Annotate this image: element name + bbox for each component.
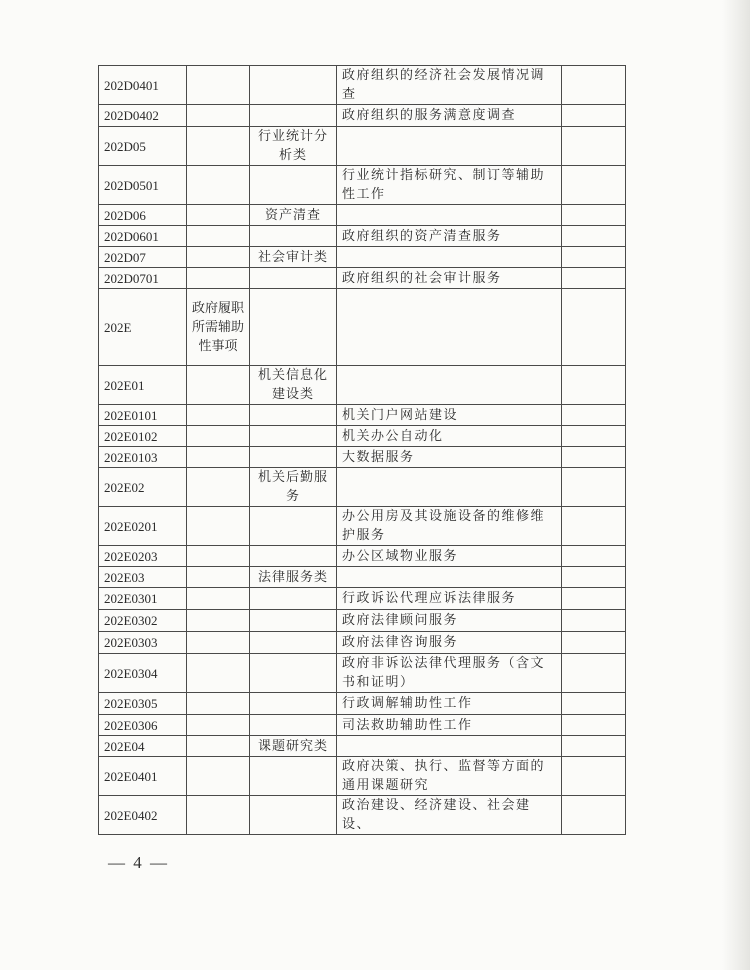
cell-item: 司法救助辅助性工作 [337, 715, 562, 736]
cell-category [187, 468, 250, 507]
cell-subcategory: 法律服务类 [250, 567, 337, 588]
cell-note [562, 405, 626, 426]
table-row [99, 289, 626, 366]
cell-code: 202D06 [99, 205, 187, 226]
cell-item: 政府组织的资产清查服务 [337, 226, 562, 247]
table-row [99, 588, 626, 610]
cell-note [562, 715, 626, 736]
cell-category [187, 796, 250, 835]
cell-note [562, 205, 626, 226]
cell-category [187, 546, 250, 567]
cell-subcategory: 行业统计分析类 [250, 127, 337, 166]
cell-category [187, 654, 250, 693]
cell-code: 202E0304 [99, 654, 187, 693]
cell-subcategory [250, 757, 337, 796]
cell-note [562, 289, 626, 366]
cell-subcategory [250, 715, 337, 736]
cell-note [562, 366, 626, 405]
cell-code: 202E0402 [99, 796, 187, 835]
cell-note [562, 447, 626, 468]
cell-item: 政府非诉讼法律代理服务（含文书和证明） [337, 654, 562, 693]
cell-code: 202E0303 [99, 632, 187, 654]
cell-category [187, 366, 250, 405]
cell-note [562, 105, 626, 127]
cell-item [337, 567, 562, 588]
cell-code: 202E0101 [99, 405, 187, 426]
cell-note [562, 468, 626, 507]
cell-code: 202D0501 [99, 166, 187, 205]
cell-code: 202E0301 [99, 588, 187, 610]
table-row [99, 268, 626, 289]
cell-category [187, 507, 250, 546]
cell-item [337, 127, 562, 166]
table-row [99, 105, 626, 127]
cell-subcategory [250, 632, 337, 654]
cell-note [562, 610, 626, 632]
cell-subcategory: 机关信息化建设类 [250, 366, 337, 405]
cell-category [187, 166, 250, 205]
cell-code: 202E [99, 289, 187, 366]
table-row [99, 426, 626, 447]
cell-subcategory [250, 546, 337, 567]
table-row [99, 546, 626, 567]
cell-category: 政府履职所需辅助性事项 [187, 289, 250, 366]
cell-note [562, 66, 626, 105]
cell-item: 机关门户网站建设 [337, 405, 562, 426]
cell-category [187, 588, 250, 610]
table-row [99, 654, 626, 693]
cell-code: 202E0401 [99, 757, 187, 796]
cell-item: 机关办公自动化 [337, 426, 562, 447]
table-row [99, 366, 626, 405]
cell-note [562, 632, 626, 654]
cell-code: 202E0103 [99, 447, 187, 468]
cell-subcategory [250, 268, 337, 289]
table-row [99, 796, 626, 835]
cell-code: 202D05 [99, 127, 187, 166]
cell-category [187, 567, 250, 588]
table-row [99, 736, 626, 757]
table-row [99, 247, 626, 268]
page-edge-shadow [722, 0, 750, 970]
table-row [99, 632, 626, 654]
cell-item [337, 736, 562, 757]
cell-subcategory [250, 426, 337, 447]
table-row [99, 567, 626, 588]
cell-note [562, 736, 626, 757]
cell-subcategory: 机关后勤服务 [250, 468, 337, 507]
table-row [99, 757, 626, 796]
cell-note [562, 796, 626, 835]
cell-item [337, 366, 562, 405]
cell-note [562, 226, 626, 247]
cell-note [562, 693, 626, 715]
table-row [99, 205, 626, 226]
cell-code: 202E01 [99, 366, 187, 405]
cell-item [337, 247, 562, 268]
table-row [99, 405, 626, 426]
cell-category [187, 205, 250, 226]
cell-subcategory [250, 166, 337, 205]
table-row [99, 610, 626, 632]
table-row [99, 127, 626, 166]
table-row [99, 507, 626, 546]
cell-item: 政府组织的社会审计服务 [337, 268, 562, 289]
cell-subcategory [250, 405, 337, 426]
cell-item: 政府法律顾问服务 [337, 610, 562, 632]
cell-category [187, 715, 250, 736]
table-row [99, 66, 626, 105]
cell-note [562, 127, 626, 166]
cell-subcategory [250, 66, 337, 105]
cell-subcategory [250, 654, 337, 693]
cell-category [187, 105, 250, 127]
table-row [99, 166, 626, 205]
cell-category [187, 247, 250, 268]
cell-subcategory [250, 226, 337, 247]
cell-category [187, 447, 250, 468]
cell-item [337, 289, 562, 366]
cell-subcategory: 社会审计类 [250, 247, 337, 268]
cell-item: 政府法律咨询服务 [337, 632, 562, 654]
cell-note [562, 507, 626, 546]
cell-code: 202E02 [99, 468, 187, 507]
cell-category [187, 226, 250, 247]
cell-note [562, 166, 626, 205]
cell-subcategory [250, 447, 337, 468]
cell-item: 行政诉讼代理应诉法律服务 [337, 588, 562, 610]
cell-note [562, 567, 626, 588]
cell-item [337, 205, 562, 226]
cell-note [562, 757, 626, 796]
cell-subcategory: 课题研究类 [250, 736, 337, 757]
cell-code: 202E0306 [99, 715, 187, 736]
cell-code: 202D07 [99, 247, 187, 268]
table-row [99, 693, 626, 715]
cell-subcategory [250, 588, 337, 610]
cell-item: 政府组织的服务满意度调查 [337, 105, 562, 127]
cell-code: 202E0201 [99, 507, 187, 546]
cell-note [562, 426, 626, 447]
catalog-table-body [99, 66, 626, 835]
table-row [99, 715, 626, 736]
cell-subcategory [250, 289, 337, 366]
cell-item: 行政调解辅助性工作 [337, 693, 562, 715]
cell-category [187, 268, 250, 289]
cell-item [337, 468, 562, 507]
cell-subcategory [250, 796, 337, 835]
cell-subcategory: 资产清查 [250, 205, 337, 226]
cell-category [187, 127, 250, 166]
cell-note [562, 247, 626, 268]
cell-item: 行业统计指标研究、制订等辅助性工作 [337, 166, 562, 205]
cell-code: 202E04 [99, 736, 187, 757]
cell-subcategory [250, 105, 337, 127]
cell-code: 202E03 [99, 567, 187, 588]
cell-category [187, 426, 250, 447]
cell-category [187, 736, 250, 757]
cell-code: 202E0302 [99, 610, 187, 632]
cell-category [187, 693, 250, 715]
cell-category [187, 66, 250, 105]
cell-code: 202D0601 [99, 226, 187, 247]
cell-code: 202D0701 [99, 268, 187, 289]
catalog-table [98, 65, 626, 835]
cell-code: 202E0203 [99, 546, 187, 567]
cell-category [187, 405, 250, 426]
cell-code: 202D0401 [99, 66, 187, 105]
cell-note [562, 546, 626, 567]
cell-subcategory [250, 610, 337, 632]
cell-item: 大数据服务 [337, 447, 562, 468]
cell-code: 202D0402 [99, 105, 187, 127]
cell-category [187, 610, 250, 632]
cell-note [562, 654, 626, 693]
cell-item: 办公用房及其设施设备的维修维护服务 [337, 507, 562, 546]
table-row [99, 447, 626, 468]
cell-category [187, 632, 250, 654]
page-number: — 4 — [108, 853, 169, 872]
cell-item: 办公区域物业服务 [337, 546, 562, 567]
cell-note [562, 588, 626, 610]
cell-code: 202E0305 [99, 693, 187, 715]
cell-subcategory [250, 693, 337, 715]
cell-category [187, 757, 250, 796]
cell-note [562, 268, 626, 289]
cell-item: 政府组织的经济社会发展情况调查 [337, 66, 562, 105]
cell-subcategory [250, 507, 337, 546]
table-row [99, 226, 626, 247]
cell-item: 政治建设、经济建设、社会建设、 [337, 796, 562, 835]
table-row [99, 468, 626, 507]
cell-item: 政府决策、执行、监督等方面的通用课题研究 [337, 757, 562, 796]
cell-code: 202E0102 [99, 426, 187, 447]
